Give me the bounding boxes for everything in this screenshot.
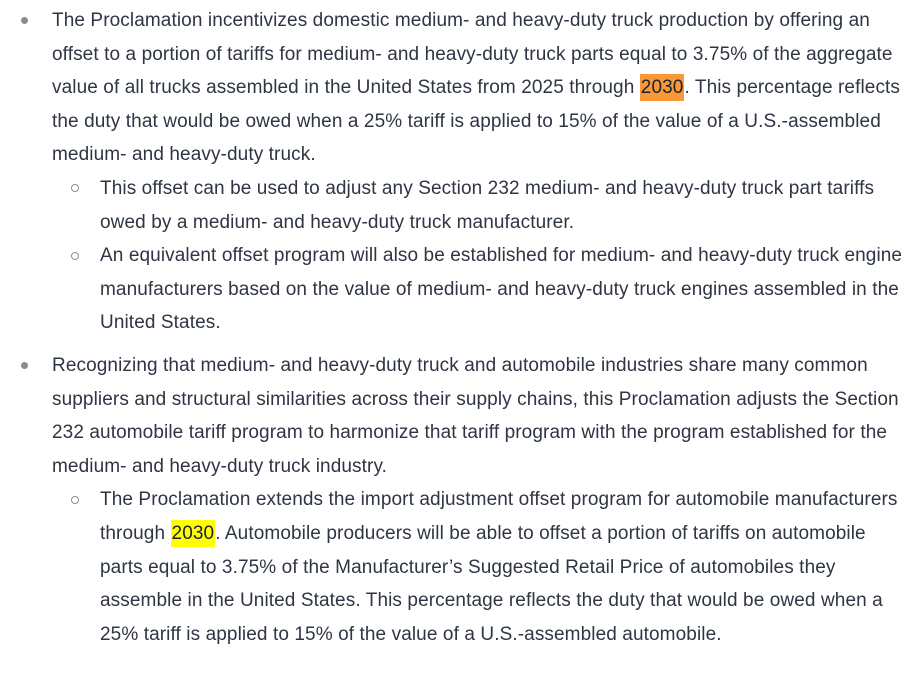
- bullet-circle-icon: [71, 496, 79, 504]
- paragraph-text: . This percentage reflects the duty that would be owed when a 25% tariff is applied to 15% of the value of a U.S.-assembled medium- and heavy-duty truck.: [52, 77, 901, 166]
- paragraph-auto-extension: [100, 483, 909, 651]
- list-item-auto-extension: [52, 483, 909, 651]
- find-highlight-active: 2030: [640, 74, 685, 101]
- paragraph-auto-harmonize: [52, 349, 909, 483]
- bullet-circle-icon: [71, 252, 79, 260]
- sub-bullet-list: [52, 172, 909, 340]
- paragraph-offset-use: [100, 172, 909, 239]
- paragraph-text: This offset can be used to adjust any Section 232 medium- and heavy-duty truck part tariffs owed by a medium- and heavy-duty truck manufacturer.: [100, 177, 875, 233]
- paragraph-engine-offset: [100, 239, 909, 340]
- paragraph-text: An equivalent offset program will also be established for medium- and heavy-duty truck engine manufacturers based on the value of medium- and heavy-duty truck engines assembled in the United States.: [100, 245, 903, 334]
- bullet-dot-icon: [21, 17, 28, 24]
- list-item-auto-harmonize: [0, 349, 909, 651]
- bullet-dot-icon: [21, 362, 28, 369]
- paragraph-text: . Automobile producers will be able to offset a portion of tariffs on automobile parts equal to 3.75% of the Manufacturer’s Suggested Retail Price of automobiles they assemble in the United States. This percentage reflects the duty that would be owed when a 25% tariff is applied to 15% of the value of a U.S.-assembled automobile.: [100, 522, 883, 645]
- bullet-list: [0, 4, 909, 651]
- paragraph-text: The Proclamation extends the import adjustment offset program for automobile manufacturers through: [100, 489, 898, 544]
- list-item-offset-use: [52, 172, 909, 239]
- paragraph-text: Recognizing that medium- and heavy-duty truck and automobile industries share many common suppliers and structural similarities across their supply chains, this Proclamation adjusts the Section 232 automobile tariff program to harmonize that tariff program with the program established for the medium- and heavy-duty truck industry.: [52, 354, 899, 477]
- list-item-truck-offset: [0, 4, 909, 340]
- find-highlight-match: 2030: [171, 520, 216, 547]
- list-item-engine-offset: [52, 239, 909, 340]
- bullet-circle-icon: [71, 184, 79, 192]
- sub-bullet-list: [52, 483, 909, 651]
- paragraph-truck-offset: [52, 4, 909, 172]
- paragraph-text: The Proclamation incentivizes domestic medium- and heavy-duty truck production by offering an offset to a portion of tariffs for medium- and heavy-duty truck parts equal to 3.75% of the aggregate value of all trucks assembled in the United States from 2025 through: [52, 10, 893, 99]
